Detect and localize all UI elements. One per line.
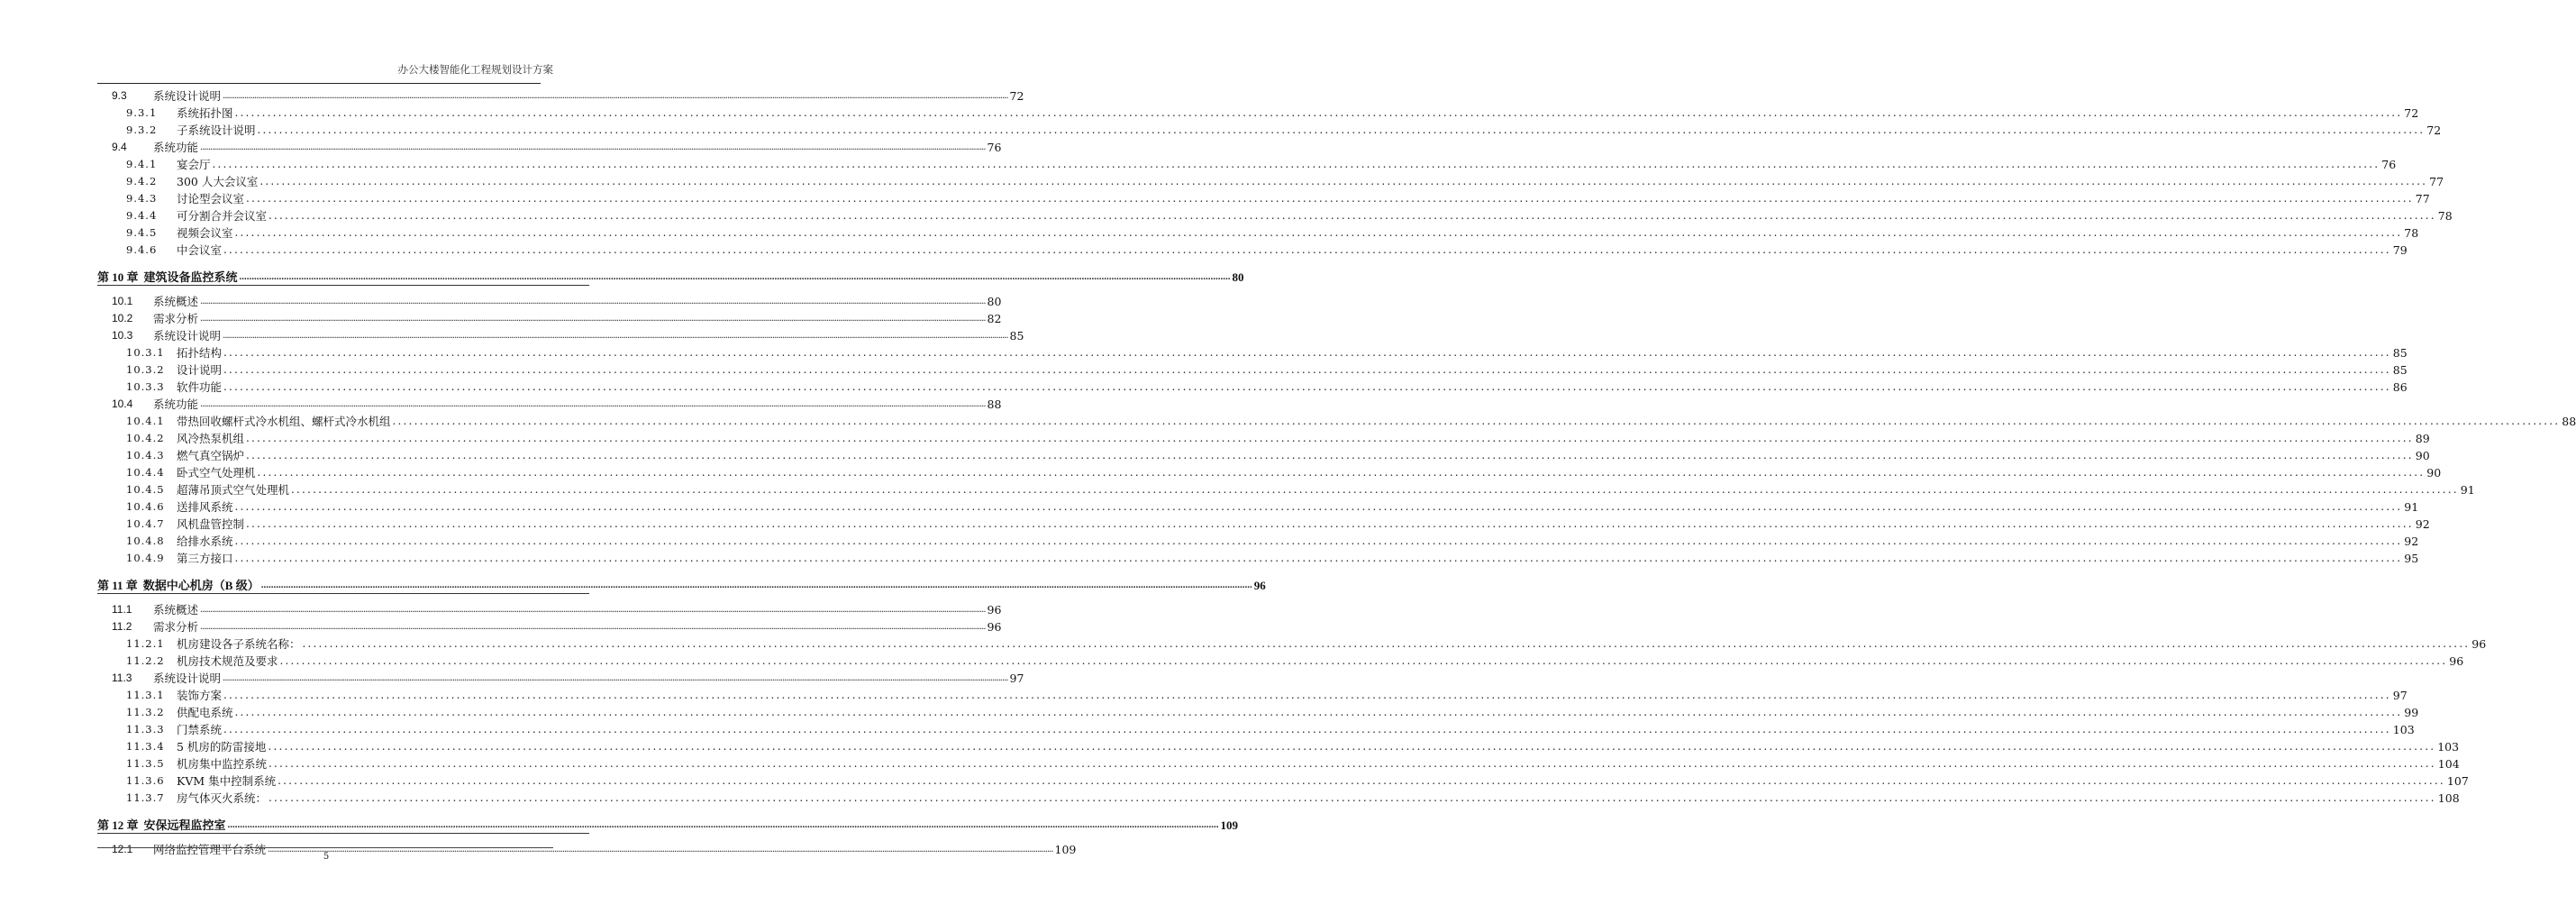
toc-entry-number: 11.3.3 [126,723,165,736]
toc-entry-page: 90 [2415,449,2430,462]
toc-dot-leader: ................................................................................................................................................................................................................................................................................................................................................................................................................ [278,774,2445,787]
toc-entry-title: 建筑设备监控系统 [143,270,238,284]
toc-entry-number: 9.3.2 [126,123,158,136]
toc-entry[interactable] [97,155,2397,171]
toc-entry-title: 带热回收螺杆式冷水机组、螺杆式冷水机组 [177,415,391,428]
toc-entry-number: 第 12 章 [97,818,139,832]
toc-entry-number: 10.3.3 [126,380,165,393]
toc-dot-leader: ................................................................................................................................................................................................................................................................................................................................................................................................................ [234,106,2403,119]
toc-dot-leader: ................................................................................................................................................................................................................................................................................................................................................................................................................ [200,142,986,152]
toc-dot-leader: ................................................................................................................................................................................................................................................................................................................................................................................................................ [269,757,2436,770]
toc-entry[interactable] [97,206,2453,223]
toc-entry-title: 系统概述 [153,295,199,308]
toc-entry-number: 9.3 [112,89,127,102]
toc-entry[interactable] [97,480,2475,497]
toc-entry-title: 中会议室 [177,243,223,257]
toc-entry-number: 10.4.3 [126,449,165,462]
toc-entry-number: 11.3 [112,672,132,684]
toc-entry-number: 11.2 [112,620,132,633]
toc-dot-leader: ................................................................................................................................................................................................................................................................................................................................................................................................................ [279,654,2448,667]
toc-entry-title: 视频会议室 [177,226,233,240]
toc-entry-number: 10.1 [112,295,133,307]
toc-entry[interactable] [97,121,2442,137]
toc-dot-leader: ................................................................................................................................................................................................................................................................................................................................................................................................................ [200,314,986,324]
toc-dot-leader: ................................................................................................................................................................................................................................................................................................................................................................................................................ [257,123,2426,136]
toc-entry[interactable] [97,429,2430,445]
toc-entry-number: 10.4.8 [126,535,165,547]
toc-entry[interactable] [97,720,2415,736]
toc-entry-title: 宴会厅 [177,158,211,171]
toc-entry[interactable] [97,241,2408,257]
toc-dot-leader: ................................................................................................................................................................................................................................................................................................................................................................................................................ [259,175,2428,187]
toc-entry-title: 房气体灭火系统： [177,791,268,805]
toc-entry-number: 11.3.4 [126,740,165,753]
toc-entry-page: 109 [1054,843,1077,856]
toc-entry-page: 77 [2429,175,2444,188]
toc-entry-title: 可分割合并会议室 [177,209,268,223]
toc-entry[interactable] [97,326,1024,343]
toc-entry-page: 86 [2392,380,2408,394]
toc-entry[interactable] [97,515,2430,531]
chapter-underline [97,285,589,286]
toc-entry-number: 9.4.2 [126,175,158,187]
toc-dot-leader: ................................................................................................................................................................................................................................................................................................................................................................................................................ [246,432,2414,444]
toc-entry-number: 11.3.7 [126,791,165,804]
footer-rule [97,847,553,848]
toc-entry-number: 10.4.7 [126,517,165,530]
toc-dot-leader: ................................................................................................................................................................................................................................................................................................................................................................................................................ [246,517,2414,530]
toc-entry-title: 卧式空气处理机 [177,466,256,480]
toc-dot-leader: ................................................................................................................................................................................................................................................................................................................................................................................................................ [291,483,2459,496]
toc-entry[interactable] [97,532,2419,548]
chapter-underline [97,593,589,594]
page-number: 5 [323,852,330,862]
toc-entry[interactable] [97,686,2408,702]
toc-entry-page: 88 [2562,415,2576,428]
toc-entry-page: 91 [2404,500,2419,514]
toc-entry-title: 设计说明 [177,363,223,377]
toc-entry-title: 第三方接口 [177,552,233,565]
toc-entry[interactable] [97,446,2430,462]
toc-entry[interactable] [97,87,1024,103]
toc-entry-number: 11.2.2 [126,654,165,667]
toc-entry-title: 风冷热泵机组 [177,432,245,445]
toc-entry-page: 72 [2404,106,2419,120]
toc-entry[interactable] [97,378,2408,394]
toc-entry-title: 风机盘管控制 [177,517,245,531]
toc-entry-page: 85 [1009,329,1024,343]
toc-dot-leader: ................................................................................................................................................................................................................................................................................................................................................................................................................ [268,845,1053,854]
toc-entry[interactable] [97,224,2419,240]
toc-entry-number: 11.2.1 [126,637,165,650]
toc-entry-page: 89 [2415,432,2430,445]
toc-entry-title: 装饰方案 [177,689,223,702]
toc-entry[interactable] [97,600,1002,617]
toc-dot-leader: ................................................................................................................................................................................................................................................................................................................................................................................................................ [200,297,986,306]
toc-entry-title: 机房技术规范及要求 [177,654,278,668]
toc-entry-number: 10.4.6 [126,500,165,513]
toc-entry-title: 需求分析 [153,620,199,634]
toc-entry-title: 系统设计说明 [153,89,222,103]
toc-entry-page: 108 [2437,791,2460,805]
toc-entry-page: 85 [2392,363,2408,377]
toc-dot-leader: ................................................................................................................................................................................................................................................................................................................................................................................................................ [223,723,2391,736]
toc-entry-title: 机房建设各子系统名称： [177,637,301,651]
toc-entry-page: 92 [2404,535,2419,548]
toc-entry-page: 96 [1253,579,1266,592]
toc-entry-number: 10.4.2 [126,432,165,444]
toc-entry[interactable] [97,104,2419,120]
toc-entry-number: 10.2 [112,312,133,324]
toc-dot-leader: ................................................................................................................................................................................................................................................................................................................................................................................................................ [246,449,2414,462]
toc-entry-title: 系统设计说明 [153,329,222,343]
toc-entry-number: 9.4 [112,141,127,153]
toc-dot-leader: ................................................................................................................................................................................................................................................................................................................................................................................................................ [223,363,2391,376]
toc-entry-title: 门禁系统 [177,723,223,736]
toc-entry-page: 96 [987,603,1002,617]
toc-dot-leader: ................................................................................................................................................................................................................................................................................................................................................................................................................ [392,415,2561,427]
toc-dot-leader: ................................................................................................................................................................................................................................................................................................................................................................................................................ [223,331,1008,341]
toc-entry-number: 9.4.5 [126,226,158,239]
toc-dot-leader: ................................................................................................................................................................................................................................................................................................................................................................................................................ [234,226,2403,239]
toc-entry[interactable] [97,737,2460,754]
toc-dot-leader: ................................................................................................................................................................................................................................................................................................................................................................................................................ [223,689,2391,701]
toc-entry-page: 76 [987,141,1002,154]
toc-entry-number: 9.4.6 [126,243,158,256]
toc-dot-leader: ................................................................................................................................................................................................................................................................................................................................................................................................................ [212,158,2380,170]
toc-entry-page: 95 [2404,552,2419,565]
toc-dot-leader: ................................................................................................................................................................................................................................................................................................................................................................................................................ [200,605,986,615]
toc-entry-number: 10.4.5 [126,483,165,496]
toc-dot-leader: ................................................................................................................................................................................................................................................................................................................................................................................................................ [246,192,2414,205]
toc-entry[interactable] [97,652,2464,668]
toc-entry[interactable] [97,635,2487,651]
toc-entry-page: 79 [2392,243,2408,257]
toc-entry-page: 85 [2392,346,2408,360]
toc-entry-page: 109 [1220,818,1239,832]
toc-entry-title: 系统功能 [153,398,199,411]
toc-entry[interactable] [97,754,2460,771]
toc-entry-number: 10.3.2 [126,363,165,376]
toc-chapter-entry[interactable] [97,816,1239,832]
toc-entry-title: 给排水系统 [177,535,233,548]
toc-dot-leader: ................................................................................................................................................................................................................................................................................................................................................................................................................ [223,673,1008,683]
toc-entry-title: 需求分析 [153,312,199,325]
toc-entry-number: 11.3.6 [126,774,165,787]
toc-entry-number: 第 11 章 [97,579,138,592]
toc-entry-page: 96 [987,620,1002,634]
toc-entry-number: 10.4.9 [126,552,165,564]
chapter-underline [97,833,589,834]
toc-dot-leader: ................................................................................................................................................................................................................................................................................................................................................................................................................ [223,380,2391,393]
toc-entry-title: 网络监控管理平台系统 [153,843,267,856]
toc-entry-page: 107 [2446,774,2469,788]
toc-entry[interactable] [97,138,1002,154]
toc-entry-title: 300 人大会议室 [177,175,259,188]
toc-entry-title: 讨论型会议室 [177,192,245,206]
toc-entry-page: 90 [2426,466,2442,480]
toc-entry-page: 80 [987,295,1002,308]
toc-entry-number: 10.3.1 [126,346,165,359]
toc-entry-page: 96 [2471,637,2487,651]
toc-chapter-entry[interactable] [97,268,1244,284]
toc-entry-number: 第 10 章 [97,270,139,284]
toc-entry-page: 97 [1009,672,1024,685]
toc-entry-number: 9.4.1 [126,158,158,170]
toc-entry[interactable] [97,549,2419,565]
toc-entry-page: 103 [2437,740,2460,754]
toc-entry-title: 机房集中监控系统 [177,757,268,771]
toc-dot-leader: ................................................................................................................................................................................................................................................................................................................................................................................................................ [200,622,986,632]
toc-entry-title: 供配电系统 [177,706,233,719]
toc-entry[interactable] [97,669,1024,685]
toc-entry-page: 82 [987,312,1002,325]
toc-entry-title: 系统设计说明 [153,672,222,685]
toc-entry-page: 96 [2449,654,2464,668]
toc-entry-title: 5 机房的防雷接地 [177,740,267,754]
toc-entry[interactable] [97,789,2460,805]
toc-entry-title: 软件功能 [177,380,223,394]
toc-entry[interactable] [97,361,2408,377]
toc-dot-leader: ................................................................................................................................................................................................................................................................................................................................................................................................................ [260,580,1252,590]
toc-entry-page: 76 [2381,158,2397,171]
toc-entry-title: 系统功能 [153,141,199,154]
toc-entry-title: KVM 集中控制系统 [177,774,277,788]
toc-entry-title: 数据中心机房（B 级） [142,579,259,592]
toc-entry-page: 88 [987,398,1002,411]
toc-dot-leader: ................................................................................................................................................................................................................................................................................................................................................................................................................ [234,706,2403,718]
toc-entry-title: 系统拓扑图 [177,106,233,120]
toc-entry-title: 拓扑结构 [177,346,223,360]
toc-entry-number: 10.4.1 [126,415,165,427]
toc-entry-title: 子系统设计说明 [177,123,256,137]
toc-dot-leader: ................................................................................................................................................................................................................................................................................................................................................................................................................ [223,346,2391,359]
toc-dot-leader: ................................................................................................................................................................................................................................................................................................................................................................................................................ [227,819,1219,830]
toc-dot-leader: ................................................................................................................................................................................................................................................................................................................................................................................................................ [234,552,2403,564]
toc-dot-leader: ................................................................................................................................................................................................................................................................................................................................................................................................................ [234,500,2403,513]
toc-entry-title: 超薄吊顶式空气处理机 [177,483,290,497]
toc-entry-number: 11.3.2 [126,706,165,718]
toc-entry-title: 安保远程监控室 [143,818,226,832]
toc-entry-number: 9.3.1 [126,106,158,119]
toc-entry-number: 9.4.3 [126,192,158,205]
toc-entry-page: 77 [2415,192,2430,206]
toc-entry[interactable] [97,395,1002,411]
toc-entry[interactable] [97,772,2469,788]
toc-entry-page: 91 [2460,483,2475,497]
toc-dot-leader: ................................................................................................................................................................................................................................................................................................................................................................................................................ [239,271,1231,282]
toc-dot-leader: ................................................................................................................................................................................................................................................................................................................................................................................................................ [268,740,2436,753]
toc-entry-page: 80 [1232,270,1244,284]
toc-entry[interactable] [97,343,2408,360]
toc-entry-title: 送排风系统 [177,500,233,514]
toc-dot-leader: ................................................................................................................................................................................................................................................................................................................................................................................................................ [223,243,2391,256]
header-rule [97,83,541,84]
toc-entry-number: 10.3 [112,329,133,342]
toc-chapter-entry[interactable] [97,576,1266,592]
toc-entry-page: 99 [2404,706,2419,719]
running-header-title: 办公大楼智能化工程规划设计方案 [397,63,553,76]
toc-entry-number: 10.4 [112,398,133,410]
toc-dot-leader: ................................................................................................................................................................................................................................................................................................................................................................................................................ [257,466,2426,479]
toc-entry[interactable] [97,172,2444,188]
toc-entry-page: 92 [2415,517,2430,531]
toc-entry-number: 10.4.4 [126,466,165,479]
toc-entry-title: 燃气真空锅炉 [177,449,245,462]
toc-entry-page: 103 [2392,723,2415,736]
toc-entry-page: 72 [1009,89,1024,103]
toc-entry-number: 12.1 [112,843,133,855]
toc-entry-number: 11.1 [112,603,132,616]
toc-entry[interactable] [97,189,2430,206]
toc-entry-number: 11.3.1 [126,689,165,701]
toc-entry-page: 97 [2392,689,2408,702]
toc-entry[interactable] [97,463,2442,480]
toc-entry-number: 9.4.4 [126,209,158,222]
toc-dot-leader: ................................................................................................................................................................................................................................................................................................................................................................................................................ [223,91,1008,101]
toc-entry-page: 104 [2437,757,2460,771]
toc-dot-leader: ................................................................................................................................................................................................................................................................................................................................................................................................................ [234,535,2403,547]
toc-entry[interactable] [97,292,1002,308]
toc-entry[interactable] [97,309,1002,325]
toc-dot-leader: ................................................................................................................................................................................................................................................................................................................................................................................................................ [269,791,2436,804]
toc-dot-leader: ................................................................................................................................................................................................................................................................................................................................................................................................................ [302,637,2471,650]
toc-entry-page: 78 [2404,226,2419,240]
toc-dot-leader: ................................................................................................................................................................................................................................................................................................................................................................................................................ [269,209,2436,222]
toc-entry-number: 11.3.5 [126,757,165,770]
toc-entry-title: 系统概述 [153,603,199,617]
toc-dot-leader: ................................................................................................................................................................................................................................................................................................................................................................................................................ [200,399,986,409]
toc-entry[interactable] [97,703,2419,719]
toc-entry-page: 72 [2426,123,2442,137]
toc-entry[interactable] [97,617,1002,634]
toc-entry-page: 78 [2437,209,2453,223]
toc-entry[interactable] [97,412,2576,428]
toc-entry[interactable] [97,498,2419,514]
